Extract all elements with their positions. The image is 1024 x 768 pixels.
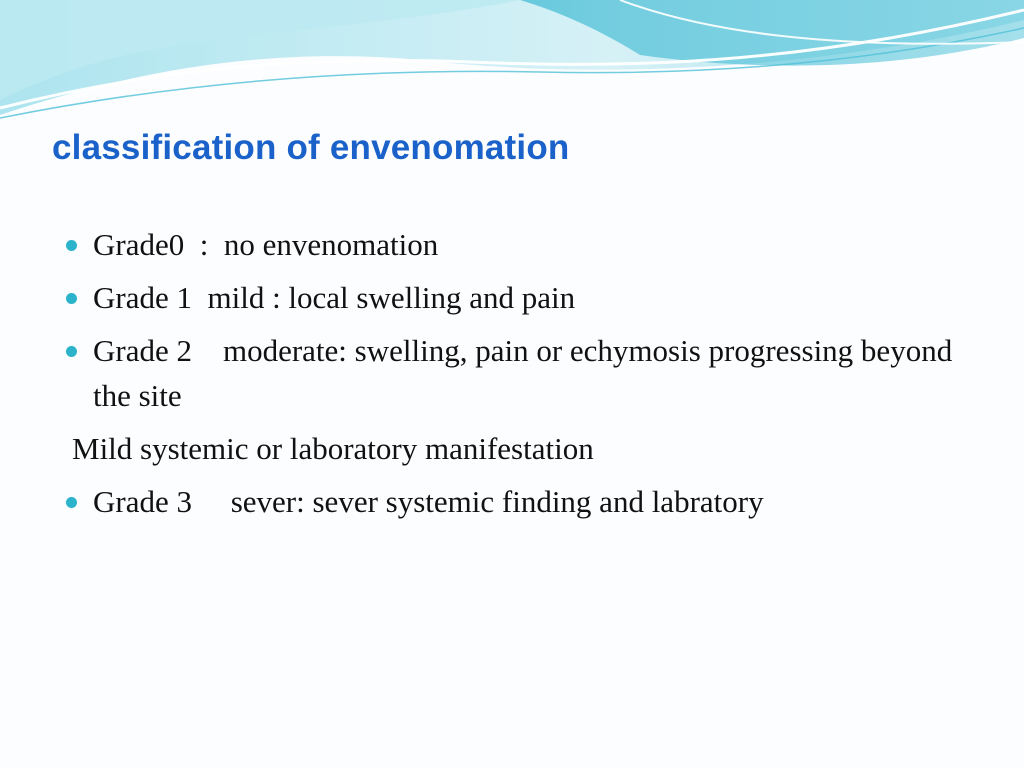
bullet-dot-icon [66,346,77,357]
header-wave-decoration [0,0,1024,130]
list-item-text: Mild systemic or laboratory manifestation [72,431,594,466]
list-item-text: Grade0 : no envenomation [93,227,439,262]
slide-title: classification of envenomation [52,128,570,167]
bullet-dot-icon [66,240,77,251]
list-item-text: Grade 3 sever: sever systemic finding and labratory [93,484,764,519]
bullet-list [62,222,962,532]
list-item [62,479,962,524]
list-item [62,275,962,320]
list-item [62,222,962,267]
list-item-text: Grade 2 moderate: swelling, pain or echymosis progressing beyond the site [93,333,960,413]
list-item-text: Grade 1 mild : local swelling and pain [93,280,576,315]
list-item [62,328,962,418]
bullet-dot-icon [66,293,77,304]
list-item-continuation [62,426,962,471]
bullet-dot-icon [66,497,77,508]
